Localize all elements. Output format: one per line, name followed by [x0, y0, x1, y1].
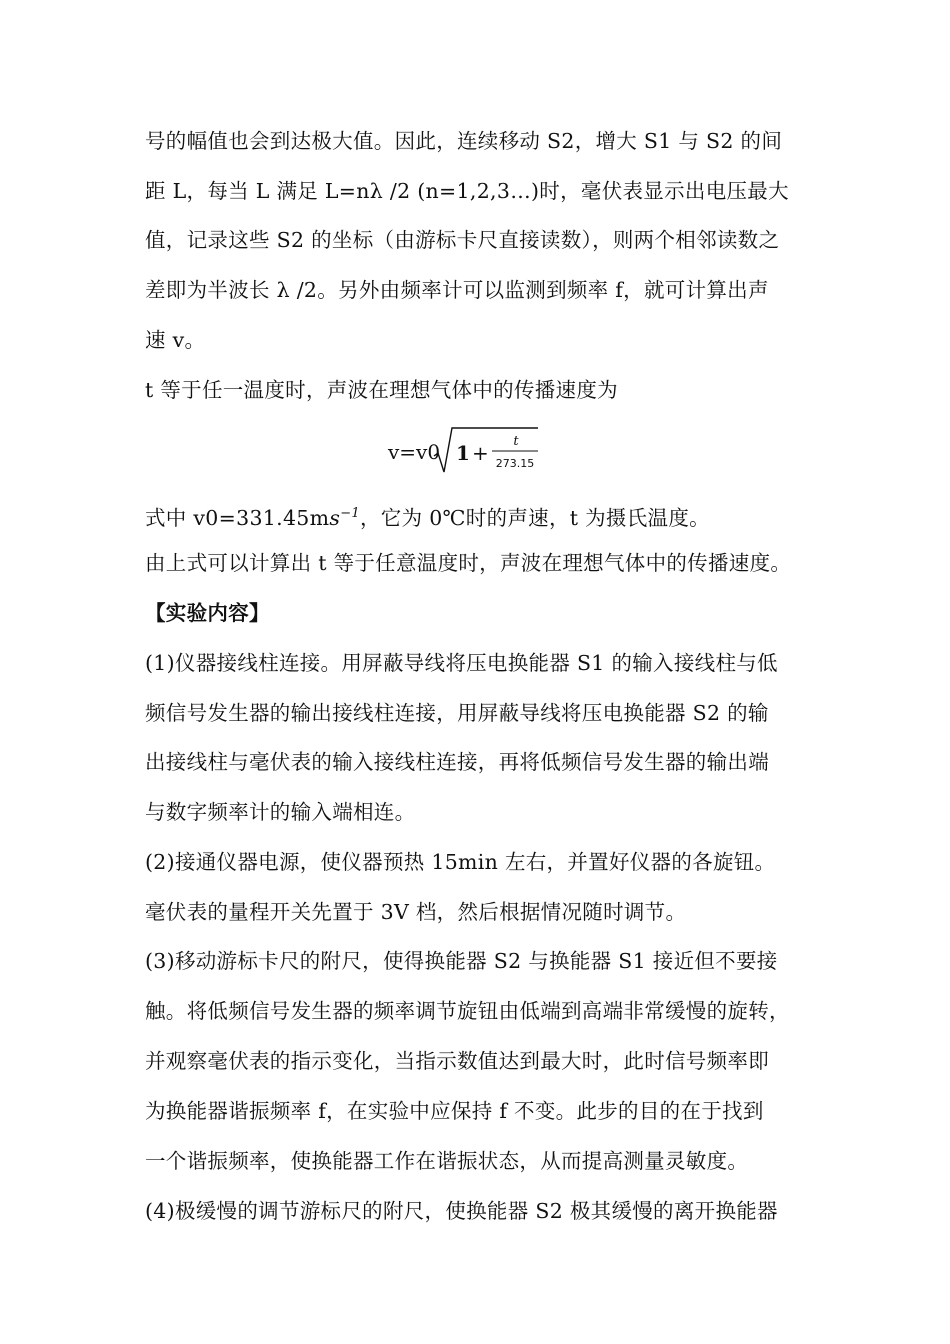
step-line-4: 与数字频率计的输入端相连。	[145, 800, 416, 824]
paragraph-line-1: 号的幅值也会到达极大值。因此，连续移动 S2，增大 S1 与 S2 的间	[145, 129, 783, 153]
paragraph-line-4: 差即为半波长 λ /2。另外由频率计可以监测到频率 f，就可计算出声	[145, 278, 769, 302]
step-line-9: 并观察毫伏表的指示变化，当指示数值达到最大时，此时信号频率即	[145, 1049, 769, 1073]
formula-denominator: 273.15	[495, 457, 535, 470]
step-line-6: 毫伏表的量程开关先置于 3V 档，然后根据情况随时调节。	[145, 900, 687, 924]
formula-lhs: v=v0	[388, 440, 441, 464]
step-line-7: (3)移动游标卡尺的附尺，使得换能器 S2 与换能器 S1 接近但不要接	[145, 949, 778, 973]
sqrt-expression	[432, 426, 542, 478]
step-line-12: (4)极缓慢的调节游标尺的附尺，使换能器 S2 极其缓慢的离开换能器	[145, 1199, 778, 1223]
paragraph-line-5: 速 v。	[145, 328, 206, 352]
definition-prefix: 式中 v0=331.45m	[145, 506, 330, 530]
variable-definition-line	[145, 499, 710, 529]
definition-unit: s	[329, 506, 341, 530]
step-line-2: 频信号发生器的输出接线柱连接，用屏蔽导线将压电换能器 S2 的输	[145, 701, 769, 725]
step-line-1: (1)仪器接线柱连接。用屏蔽导线将压电换能器 S1 的输入接线柱与低	[145, 651, 778, 675]
formula-one: 1	[456, 441, 470, 465]
step-line-5: (2)接通仪器电源，使仪器预热 15min 左右，并置好仪器的各旋钮。	[145, 850, 776, 874]
paragraph-line-6: t 等于任一温度时，声波在理想气体中的传播速度为	[145, 378, 618, 402]
definition-suffix: ，它为 0℃时的声速，t 为摄氏温度。	[359, 506, 710, 530]
step-line-11: 一个谐振频率，使换能器工作在谐振状态，从而提高测量灵敏度。	[145, 1149, 749, 1173]
paragraph-line-2: 距 L，每当 L 满足 L=nλ /2 (n=1,2,3…)时，毫伏表显示出电压最大	[145, 179, 789, 203]
section-heading: 【实验内容】	[145, 601, 270, 625]
step-line-8: 触。将低频信号发生器的频率调节旋钮由低端到高端非常缓慢的旋转，	[145, 999, 790, 1023]
definition-exponent: −1	[340, 506, 360, 521]
paragraph-line-3: 值，记录这些 S2 的坐标（由游标卡尺直接读数），则两个相邻读数之	[145, 228, 780, 252]
conclusion-line: 由上式可以计算出 t 等于任意温度时，声波在理想气体中的传播速度。	[145, 551, 792, 575]
formula-numerator: t	[513, 434, 519, 449]
formula-plus: +	[472, 441, 489, 465]
step-line-10: 为换能器谐振频率 f，在实验中应保持 f 不变。此步的目的在于找到	[145, 1099, 764, 1123]
step-line-3: 出接线柱与毫伏表的输入接线柱连接，再将低频信号发生器的输出端	[145, 750, 769, 774]
